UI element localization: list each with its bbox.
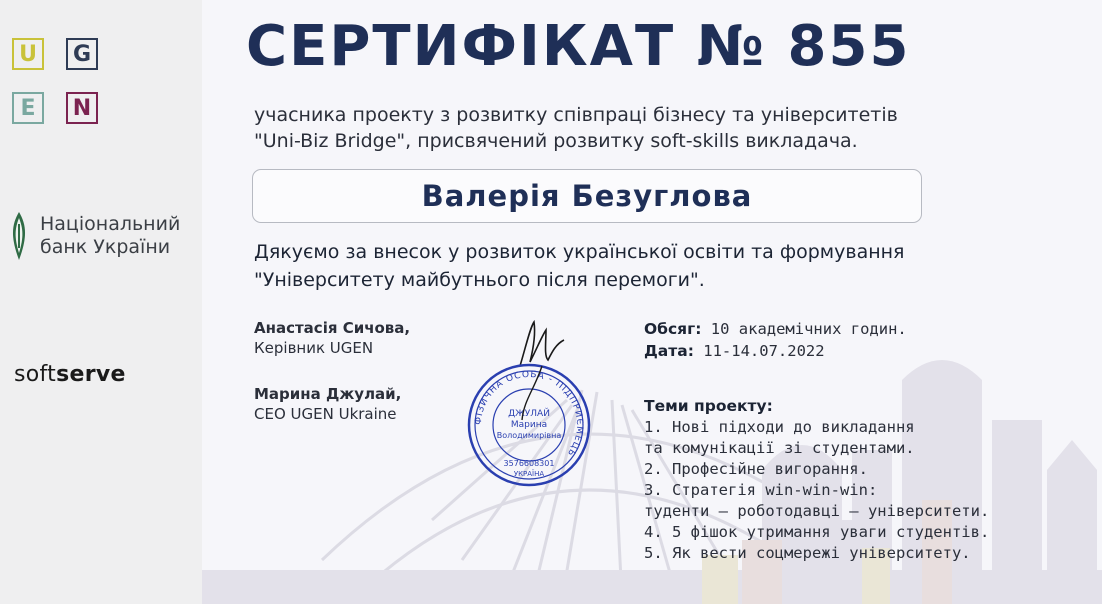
date-value: 11-14.07.2022: [703, 342, 825, 360]
thanks-text: [254, 238, 1054, 294]
topic-line: 1. Нові підходи до викладання: [644, 418, 915, 436]
certificate-body: [202, 0, 1102, 604]
volume-label: Обсяг:: [644, 320, 702, 338]
ugen-logo: [12, 38, 100, 124]
stamp-country: УКРАЇНА: [513, 470, 545, 478]
nbu-emblem-icon: [8, 210, 30, 262]
nbu-name: [40, 213, 180, 259]
topic-line: 5. Як вести соцмережі університету.: [644, 544, 971, 562]
softserve-light: soft: [14, 362, 57, 387]
nbu-line-1: Національний: [40, 213, 181, 235]
certificate-subtitle: [254, 102, 1014, 154]
subtitle-line-1: учасника проекту з розвитку співпраці бізнесу та університетів: [254, 104, 898, 126]
project-topics: [644, 396, 989, 564]
signatory-1-name: Анастасія Сичова,: [254, 319, 411, 337]
topic-line: туденти – роботодавці – університети.: [644, 502, 990, 520]
stamp-line-2: Марина: [510, 420, 548, 430]
course-details: [644, 318, 907, 362]
topic-line: 4. 5 фішок утримання уваги студентів.: [644, 523, 990, 541]
signatory-1: [254, 318, 410, 358]
volume-value: 10 академічних годин.: [710, 320, 907, 338]
thanks-line-2: "Університету майбутнього після перемоги".: [254, 269, 705, 291]
recipient-name: Валерія Безуглова: [252, 169, 922, 223]
stamp-ring-text: ФІЗИЧНА ОСОБА - ПІДПРИЄМЕЦЬ: [473, 369, 585, 459]
softserve-logo: [14, 362, 126, 387]
stamp-code: 3576608301: [503, 459, 555, 468]
subtitle-line-2: "Uni-Biz Bridge", присвячений розвитку soft-skills викладача.: [254, 130, 858, 152]
certificate-title: СЕРТИФІКАТ № 855: [246, 14, 911, 79]
softserve-bold: serve: [56, 362, 126, 387]
topic-line: 2. Професійне вигорання.: [644, 460, 868, 478]
ugen-letter-e: E: [12, 92, 44, 124]
sidebar-logos: [0, 0, 202, 604]
nbu-line-2: банк України: [40, 236, 171, 258]
ugen-letter-n: N: [66, 92, 98, 124]
topics-heading: Теми проекту:: [644, 397, 773, 415]
ugen-letter-g: G: [66, 38, 98, 70]
signatory-1-role: Керівник UGEN: [254, 339, 374, 357]
topic-line: та комунікації зі студентами.: [644, 439, 915, 457]
official-stamp: [464, 360, 594, 490]
thanks-line-1: Дякуємо за внесок у розвиток української освіти та формування: [254, 241, 905, 263]
stamp-line-1: ДЖУЛАЙ: [508, 409, 550, 419]
stamp-line-3: Володимирівна: [496, 431, 562, 440]
ugen-letter-u: U: [12, 38, 44, 70]
signatory-2: [254, 384, 401, 424]
date-label: Дата:: [644, 342, 694, 360]
nbu-logo: [8, 210, 180, 262]
topic-line: 3. Стратегія win-win-win:: [644, 481, 878, 499]
signatory-2-role: CEO UGEN Ukraine: [254, 405, 397, 423]
signatory-2-name: Марина Джулай,: [254, 385, 402, 403]
